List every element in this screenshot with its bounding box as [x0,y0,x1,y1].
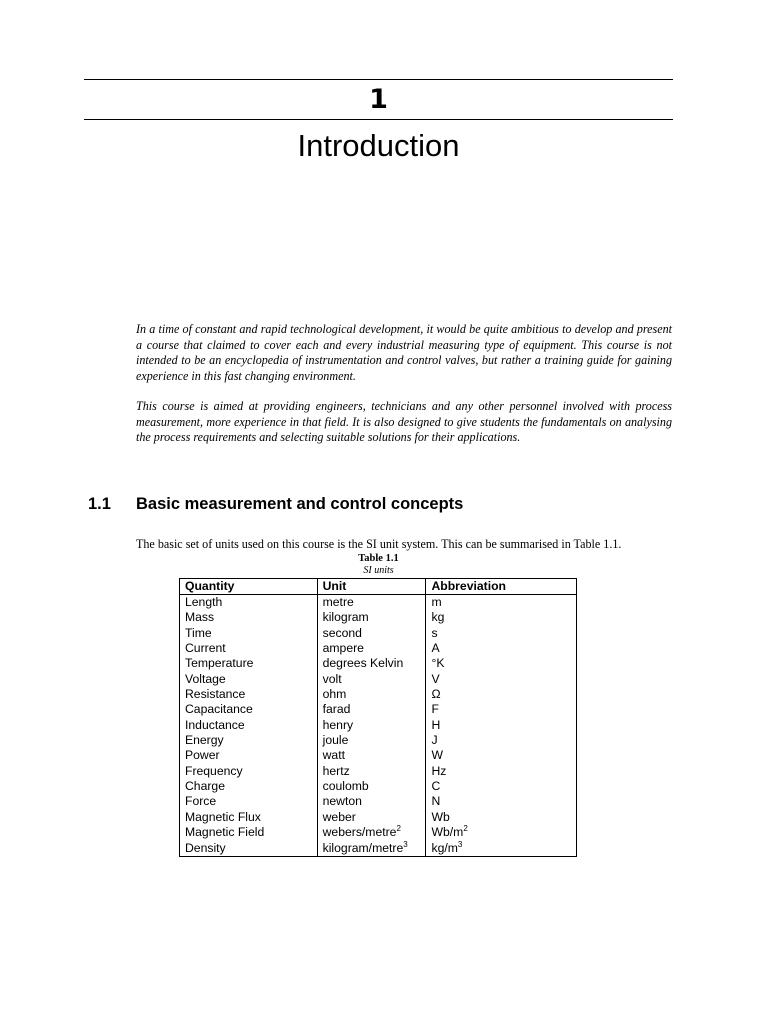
table-row [180,810,577,825]
table-row [180,626,577,641]
table-row [180,764,577,779]
cell-abbreviation [426,779,577,794]
abbreviation-text: kg/m [431,840,458,855]
abbreviation-text: A [431,641,440,656]
abbreviation-text: s [431,625,438,640]
table-caption: Table 1.1 [358,553,399,564]
abbreviation-text: F [431,702,439,717]
unit-text: coulomb [322,779,369,794]
cell-quantity: Magnetic Field [180,825,318,840]
unit-text: henry [322,717,354,732]
unit-text: second [322,625,362,640]
section-body-text: The basic set of units used on this course is the SI unit system. This can be summarised in Table 1.1. [136,537,622,551]
unit-exponent: 2 [396,824,401,834]
si-units-table [179,578,577,857]
unit-text: degrees Kelvin [322,656,404,671]
abbreviation-text: V [431,671,440,686]
cell-quantity: Density [180,841,318,857]
unit-text: watt [322,748,345,763]
cell-quantity: Voltage [180,672,318,687]
intro-paragraph-2: This course is aimed at providing engineers, technicians and any other personnel involved with process measurement, more experience in that field. It is also designed to give students the fundamentals on analysing the process requirements and selecting suitable solutions for their applications. [136,399,672,444]
cell-unit [317,610,426,625]
unit-text: metre [322,595,354,609]
cell-quantity: Force [180,794,318,809]
cell-unit [317,702,426,717]
unit-text: volt [322,671,342,686]
cell-abbreviation [426,595,577,611]
chapter-title: Introduction [297,128,460,163]
cell-unit [317,626,426,641]
cell-unit [317,825,426,840]
table-row [180,748,577,763]
cell-quantity: Energy [180,733,318,748]
chapter-number: 1 [369,84,388,115]
abbreviation-text: H [431,717,441,732]
header-unit: Unit [317,579,426,595]
abbreviation-text: kg [431,610,445,625]
cell-quantity: Mass [180,610,318,625]
cell-unit [317,595,426,611]
table-row [180,641,577,656]
abbreviation-exponent: 3 [457,839,463,849]
cell-quantity: Inductance [180,718,318,733]
table-subcaption: SI units [363,565,394,576]
abbreviation-text: m [431,595,442,609]
cell-abbreviation [426,702,577,717]
abbreviation-text: J [431,733,438,748]
cell-quantity: Current [180,641,318,656]
table-row [180,825,577,840]
cell-abbreviation [426,718,577,733]
unit-text: weber [322,809,356,824]
cell-abbreviation [426,641,577,656]
cell-quantity: Temperature [180,656,318,671]
abbreviation-text: Ω [431,687,441,702]
cell-abbreviation [426,687,577,702]
table-row [180,656,577,671]
cell-unit [317,841,426,857]
cell-quantity: Charge [180,779,318,794]
cell-unit [317,810,426,825]
cell-abbreviation [426,672,577,687]
cell-unit [317,687,426,702]
unit-text: kilogram [322,610,369,625]
section-heading [88,494,463,514]
cell-quantity: Time [180,626,318,641]
unit-text: webers/metre [322,825,397,840]
cell-quantity: Power [180,748,318,763]
unit-text: newton [322,794,362,809]
intro-paragraph-1: In a time of constant and rapid technological development, it would be quite ambitious to develop and present a course that claimed to cover each and every industrial measuring type of equipment. This course is not intended to be an encyclopedia of instrumentation and control valves, but rather a training guide for gaining experience in this fast changing environment. [136,322,672,383]
cell-unit [317,672,426,687]
abbreviation-text: N [431,794,441,809]
table-row [180,702,577,717]
unit-text: kilogram/metre [322,840,404,855]
cell-abbreviation [426,626,577,641]
cell-unit [317,794,426,809]
table-body [180,595,577,857]
unit-text: ampere [322,641,364,656]
abbreviation-text: W [431,748,443,763]
unit-text: joule [322,733,349,748]
abbreviation-text: C [431,779,441,794]
cell-abbreviation [426,794,577,809]
unit-text: farad [322,702,351,717]
table-row [180,794,577,809]
cell-unit [317,779,426,794]
abbreviation-text: °K [431,656,445,671]
section-number: 1.1 [88,495,111,513]
cell-abbreviation [426,825,577,840]
chapter-bottom-rule [84,119,673,120]
cell-unit [317,733,426,748]
cell-abbreviation [426,656,577,671]
cell-unit [317,718,426,733]
cell-abbreviation [426,841,577,857]
unit-exponent: 3 [403,839,408,849]
abbreviation-text: Wb [431,809,450,824]
header-abbreviation: Abbreviation [426,579,577,595]
cell-unit [317,656,426,671]
cell-quantity: Resistance [180,687,318,702]
table-row [180,718,577,733]
unit-text: hertz [322,763,350,778]
table-row [180,841,577,857]
cell-abbreviation [426,748,577,763]
cell-unit [317,748,426,763]
table-row [180,672,577,687]
cell-abbreviation [426,733,577,748]
table-row [180,733,577,748]
table-row [180,610,577,625]
header-quantity: Quantity [180,579,318,595]
chapter-top-rule [84,79,673,80]
section-title: Basic measurement and control concepts [136,495,464,513]
cell-quantity: Length [180,595,318,611]
cell-unit [317,764,426,779]
table-row [180,595,577,611]
cell-abbreviation [426,764,577,779]
table-row [180,687,577,702]
cell-abbreviation [426,610,577,625]
unit-text: ohm [322,687,347,702]
cell-abbreviation [426,810,577,825]
table-row [180,779,577,794]
abbreviation-text: Wb/m [431,825,464,840]
cell-quantity: Capacitance [180,702,318,717]
cell-quantity: Magnetic Flux [180,810,318,825]
cell-unit [317,641,426,656]
table-header-row [180,579,577,595]
cell-quantity: Frequency [180,764,318,779]
abbreviation-exponent: 2 [463,824,468,834]
abbreviation-text: Hz [431,763,447,778]
